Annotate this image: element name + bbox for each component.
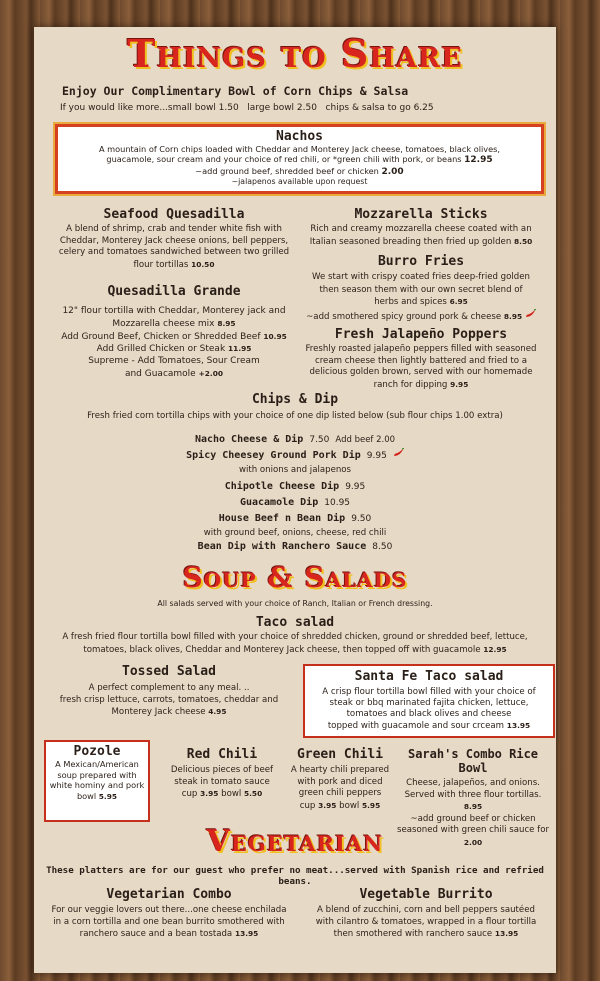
salad-dressing-note: All salads served with your choice of Ranch, Italian or French dressing. — [157, 599, 433, 608]
red-chili — [160, 747, 284, 801]
vegetarian-combo — [44, 887, 294, 941]
red-chili-title: Red Chili — [186, 747, 258, 762]
burro-fries-add-wrap — [298, 309, 544, 324]
dip-house — [34, 511, 556, 527]
nachos-price: 12.95 — [464, 155, 493, 166]
qg-price-3: 11.95 — [228, 344, 252, 354]
santa-fe-title: Santa Fe Taco salad — [354, 669, 504, 684]
nachos-line-2-wrap — [58, 154, 541, 165]
red-chili-bowl-price: 5.50 — [243, 789, 263, 799]
vegetarian-note: These platters are for our guest who prefer no meat...served with Spanish rice and refried beans. — [46, 865, 544, 887]
green-chili-bowl-price: 5.95 — [361, 800, 381, 810]
soup-salads-title: Soup & Salads — [182, 561, 408, 594]
burro-fries-add-price: 8.95 — [503, 311, 523, 321]
seafood-quesadilla-desc-wrap — [44, 224, 304, 271]
pozole-desc: A Mexican/American soup prepared with white hominy and pork bowl — [49, 759, 145, 801]
taco-salad-title: Taco salad — [255, 615, 335, 630]
mozzarella-sticks — [292, 207, 550, 248]
veg-burrito-desc: A blend of zucchini, corn and bell peppers sautéed with cilantro & tomatoes, wrapped in a flour tortilla then smothered with ranchero sauce — [315, 905, 537, 940]
taco-salad-desc — [34, 632, 556, 656]
quesadilla-grande-title: Quesadilla Grande — [107, 284, 241, 299]
qg-line-5: Supreme - Add Tomatoes, Sour Cream — [88, 356, 260, 367]
qg-line-2: Mozzarella cheese mix — [112, 318, 215, 329]
chips-dip-title: Chips & Dip — [251, 392, 339, 407]
nachos-add-price: 2.00 — [381, 166, 404, 177]
dip-house-price: 9.50 — [351, 513, 372, 524]
green-chili-title: Green Chili — [296, 747, 384, 762]
combo-rice-desc: Cheese, jalapeños, and onions. Served with three flour tortillas. — [404, 778, 542, 800]
dip-nacho-price: 7.50 — [309, 434, 330, 445]
veg-burrito-desc-wrap — [304, 905, 548, 941]
seafood-quesadilla — [44, 207, 304, 271]
santa-fe-price: 13.95 — [506, 721, 531, 730]
taco-salad-line-2-wrap — [34, 644, 556, 657]
tossed-line-3: Monterey Jack cheese — [111, 707, 206, 718]
qg-line-4: Add Grilled Chicken or Steak — [96, 344, 226, 355]
menu-page — [34, 27, 556, 973]
combo-rice-add: ~add ground beef or chicken seasoned with green chili sauce for — [396, 813, 550, 836]
qg-line-3-wrap — [44, 331, 304, 344]
nachos-title: Nachos — [276, 129, 323, 144]
burro-fries — [298, 254, 544, 323]
nachos-add: ~add ground beef, shredded beef or chicken — [195, 165, 379, 176]
green-chili-desc: A hearty chili prepared with pork and diced green chili peppers — [290, 765, 390, 799]
vegetarian-title: Vegetarian — [206, 824, 384, 859]
dip-chipotle — [34, 479, 556, 495]
mozzarella-sticks-price: 8.50 — [514, 236, 533, 246]
dip-spicy-price: 9.95 — [366, 450, 387, 461]
things-to-share-title: Things to Share — [127, 31, 463, 76]
tossed-salad — [44, 664, 294, 719]
dip-chipotle-name: Chipotle Cheese Dip — [224, 480, 340, 492]
dip-bean — [34, 539, 556, 555]
veg-combo-title: Vegetarian Combo — [106, 887, 232, 902]
burro-fries-title: Burro Fries — [377, 254, 465, 269]
dip-house-name: House Beef n Bean Dip — [218, 512, 346, 524]
green-chili-cup: cup — [299, 800, 316, 811]
dip-house-sub: with ground beef, onions, cheese, red chili — [203, 527, 387, 538]
santa-fe-last-wrap — [305, 720, 553, 732]
chips-pricing-line: If you would like more...small bowl 1.50 large bowl 2.50 chips & salsa to go 6.25 — [60, 103, 434, 113]
santa-fe-desc: A crisp flour tortilla bowl filled with your choice of steak or bbq marinated fajita chicken, lettuce, tomatoes and black olives and cheese — [322, 687, 536, 719]
chili-pepper-icon — [393, 448, 404, 458]
dip-guac — [34, 495, 556, 511]
veg-burrito-title: Vegetable Burrito — [359, 887, 493, 902]
tossed-salad-desc — [44, 683, 294, 719]
jalapeno-poppers — [294, 327, 548, 391]
quesadilla-grande — [44, 284, 304, 381]
taco-salad-price: 12.95 — [483, 644, 507, 654]
chips-dip — [34, 392, 556, 555]
taco-salad-line-2: tomatoes, black olives, Cheddar and Monterey Jack cheese, then topped off with guacamole — [83, 644, 481, 655]
veg-combo-desc-wrap — [44, 905, 294, 941]
taco-salad — [34, 615, 556, 656]
qg-price-4: +2.00 — [198, 368, 224, 378]
green-chili-bowl: bowl — [339, 800, 360, 811]
qg-line-4-wrap — [44, 343, 304, 356]
qg-line-1: 12" flour tortilla with Cheddar, Monterey jack and — [62, 306, 286, 316]
dip-guac-price: 10.95 — [324, 497, 351, 508]
dip-spicy-sub: with onions and jalapenos — [238, 464, 352, 475]
quesadilla-grande-desc — [44, 306, 304, 381]
dip-spicy-name: Spicy Cheesey Ground Pork Dip — [186, 449, 361, 461]
dip-guac-name: Guacamole Dip — [239, 496, 319, 508]
pozole-box — [44, 740, 150, 822]
red-chili-cup: cup — [181, 789, 198, 800]
combo-rice-desc-wrap — [392, 778, 554, 814]
mozzarella-desc-wrap — [292, 224, 550, 248]
combo-rice-title: Sarah's Combo Rice Bowl — [407, 747, 539, 775]
complimentary-chips-line: Enjoy Our Complimentary Bowl of Corn Chips & Salsa — [62, 84, 409, 98]
taco-salad-line-1: A fresh fried flour tortilla bowl filled with your choice of shredded chicken, ground or shredded beef, lettuce, — [62, 632, 528, 642]
tossed-salad-price: 4.95 — [208, 707, 227, 717]
red-chili-prices — [160, 788, 284, 801]
jalapeno-poppers-desc: Freshly roasted jalapeño peppers filled with seasoned cream cheese then lightly battered and fried to a delicious golden brown, served with our homemade ranch for dipping — [305, 344, 537, 390]
dip-nacho — [34, 432, 556, 448]
nachos-line-1: A mountain of Corn chips loaded with Cheddar and Monterey Jack cheese, tomatoes, black olives, — [98, 144, 501, 154]
santa-fe-box — [303, 664, 555, 738]
burro-fries-desc-wrap — [298, 271, 544, 309]
veg-burrito-price: 13.95 — [494, 929, 519, 939]
qg-line-6: and Guacamole — [124, 368, 196, 379]
qg-price-1: 8.95 — [217, 318, 236, 328]
combo-rice-add-price: 2.00 — [463, 837, 483, 847]
qg-line-6-wrap — [44, 368, 304, 381]
red-chili-desc: Delicious pieces of beef steak in tomato sauce — [170, 765, 274, 787]
vegetable-burrito — [304, 887, 548, 941]
burro-fries-desc: We start with crispy coated fries deep-fried golden then season them with our own secret blend of herbs and spices — [312, 272, 530, 307]
pozole-price: 5.95 — [98, 791, 118, 801]
combo-rice-price: 8.95 — [463, 802, 483, 812]
jalapeno-poppers-title: Fresh Jalapeño Poppers — [334, 327, 508, 342]
jalapeno-desc-wrap — [294, 344, 548, 391]
green-chili-prices — [288, 800, 392, 813]
nachos-description — [58, 144, 541, 188]
jalapeno-poppers-price: 9.95 — [450, 379, 469, 389]
mozzarella-sticks-title: Mozzarella Sticks — [354, 207, 488, 222]
green-chili — [288, 747, 392, 812]
qg-line-3: Add Ground Beef, Chicken or Shredded Beef — [61, 331, 261, 342]
nachos-box — [55, 124, 544, 194]
veg-combo-price: 13.95 — [234, 929, 259, 939]
chili-pepper-icon — [525, 309, 536, 319]
tossed-salad-title: Tossed Salad — [122, 664, 216, 679]
seafood-quesadilla-price: 10.50 — [191, 259, 215, 269]
santa-fe-last: topped with guacamole and sour crceam — [327, 721, 505, 731]
seafood-quesadilla-title: Seafood Quesadilla — [103, 207, 245, 222]
green-chili-cup-price: 3.95 — [318, 800, 337, 810]
red-chili-bowl: bowl — [221, 789, 242, 800]
nachos-line-2: guacamole, sour cream and your choice of red chili, or *green chili with pork, or beans — [106, 154, 462, 165]
dip-nacho-name: Nacho Cheese & Dip — [194, 433, 304, 445]
dip-bean-price: 8.50 — [372, 541, 393, 552]
chips-dip-desc: Fresh fried corn tortilla chips with your choice of one dip listed below (sub flour chips 1.00 extra) — [87, 411, 503, 421]
pozole-title: Pozole — [73, 744, 121, 759]
burro-fries-price: 6.95 — [449, 297, 468, 306]
qg-price-2: 10.95 — [263, 331, 287, 341]
tossed-line-1: A perfect complement to any meal. .. — [88, 683, 250, 693]
tossed-line-3-wrap — [44, 706, 294, 719]
nachos-add-wrap — [58, 166, 541, 177]
dip-chipotle-price: 9.95 — [345, 481, 366, 492]
dip-nacho-add: Add beef 2.00 — [335, 434, 396, 445]
pozole-desc-wrap — [46, 759, 148, 802]
dip-list — [34, 432, 556, 555]
dip-spicy — [34, 448, 556, 464]
nachos-jalapenos: ~jalapenos available upon request — [231, 177, 368, 187]
burro-fries-add: ~add smothered spicy ground pork & cheese — [306, 311, 502, 322]
dip-bean-name: Bean Dip with Ranchero Sauce — [197, 540, 367, 552]
qg-line-2-wrap — [44, 318, 304, 331]
mozzarella-sticks-desc: Rich and creamy mozzarella cheese coated with an Italian seasoned breading then fried up golden — [309, 224, 532, 247]
tossed-line-2: fresh crisp lettuce, carrots, tomatoes, cheddar and — [59, 694, 279, 705]
veg-combo-desc: For our veggie lovers out there...one cheese enchilada in a corn tortilla and one bean burrito smothered with ranchero sauce and a bean tostada — [51, 905, 287, 940]
seafood-quesadilla-desc: A blend of shrimp, crab and tender white fish with Cheddar, Monterey Jack cheese onions, bell peppers, celery and tomatoes sandwiched between two grilled flour tortillas — [58, 224, 290, 270]
red-chili-cup-price: 3.95 — [200, 789, 219, 799]
